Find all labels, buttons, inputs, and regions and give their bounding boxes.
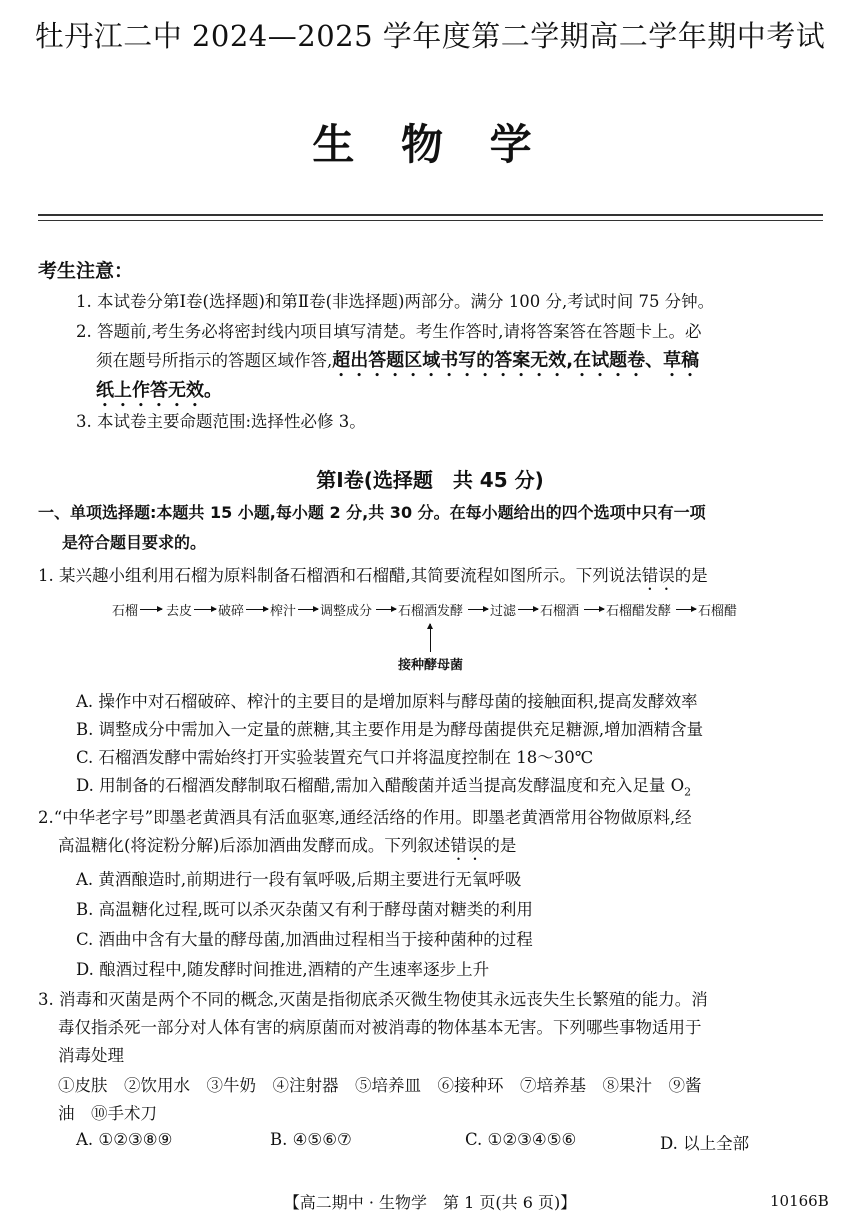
q2-stem-plain: 高温糖化(将淀粉分解)后添加酒曲发酵而成。下列叙述: [58, 836, 451, 855]
section-instructions-a: 一、单项选择题:本题共 15 小题,每小题 2 分,共 30 分。在每小题给出的四个选项中只有一项: [38, 503, 706, 522]
q1-option-c: C. 石榴酒发酵中需始终打开实验装置充气口并将温度控制在 18～30℃: [76, 748, 594, 767]
flow-arrow: [140, 609, 162, 610]
header-divider-thin: [38, 220, 823, 221]
flow-arrow: [468, 609, 488, 610]
q3-stem-b: 毒仅指杀死一部分对人体有害的病原菌而对被消毒的物体基本无害。下列哪些事物适用于: [58, 1018, 702, 1037]
q1-flow-diagram: [112, 600, 762, 680]
notice-item-2a: 2. 答题前,考生务必将密封线内项目填写清楚。考生作答时,请将答案答在答题卡上。必: [76, 322, 702, 341]
flow-arrow: [194, 609, 216, 610]
q1-option-a: A. 操作中对石榴破碎、榨汁的主要目的是增加原料与酵母菌的接触面积,提高发酵效率: [76, 692, 698, 711]
q1-option-d: [76, 772, 691, 798]
notice-item-2b-bold: 超出答题区域书写的答案无效,在试题卷、草稿: [332, 350, 700, 371]
flow-step: 调整成分: [320, 604, 373, 619]
flow-step: 去皮: [166, 604, 193, 619]
section-title: 第Ⅰ卷(选择题 共 45 分): [316, 468, 544, 492]
flow-input-arrow: [430, 624, 431, 652]
subject-title: 生 物 学: [312, 120, 548, 169]
q2-stem-emphasis: 错误: [450, 836, 484, 855]
flow-arrow: [676, 609, 696, 610]
flow-arrow: [246, 609, 268, 610]
q3-option-c: C. ①②③④⑤⑥: [465, 1130, 577, 1149]
notice-item-2c: 纸上作答无效。: [96, 380, 222, 401]
q3-stem-c: 消毒处理: [58, 1046, 124, 1065]
notice-heading: 考生注意：: [38, 260, 134, 282]
flow-arrow: [298, 609, 318, 610]
flow-step: 石榴醋: [698, 604, 738, 619]
q1-stem-emphasis: 错误: [641, 566, 675, 585]
flow-step: 破碎: [218, 604, 245, 619]
exam-title: 牡丹江二中 2024—2025 学年度第二学期高二学年期中考试: [34, 19, 826, 53]
section-instructions-b: 是符合题目要求的。: [62, 533, 207, 552]
q1-stem-end: 的是: [674, 566, 708, 585]
flow-arrow: [518, 609, 538, 610]
q2-stem-a: 2.“中华老字号”即墨老黄酒具有活血驱寒,通经活络的作用。即墨老黄酒常用谷物做原料,经: [38, 808, 692, 827]
q3-option-b: B. ④⑤⑥⑦: [270, 1130, 352, 1149]
flow-arrow: [376, 609, 396, 610]
q2-stem-b: [58, 832, 516, 864]
flow-arrow: [584, 609, 604, 610]
notice-item-2b-plain: 须在题号所指示的答题区域作答,: [96, 351, 333, 370]
notice-item-3: 3. 本试卷主要命题范围:选择性必修 3。: [76, 412, 366, 431]
q3-option-a: A. ①②③⑧⑨: [76, 1130, 173, 1149]
flow-step: 过滤: [490, 604, 517, 619]
header-divider: [38, 214, 823, 216]
q1-option-d-text: D. 用制备的石榴酒发酵制取石榴醋,需加入醋酸菌并适当提高发酵温度和充入足量 O: [76, 776, 685, 795]
q3-stem-a: 3. 消毒和灭菌是两个不同的概念,灭菌是指彻底杀灭微生物使其永远丧失生长繁殖的能力。消: [38, 990, 708, 1009]
flow-step: 榨汁: [270, 604, 297, 619]
q2-option-d: D. 酿酒过程中,随发酵时间推进,酒精的产生速率逐步上升: [76, 960, 490, 979]
flow-step: 石榴酒发酵: [398, 604, 464, 619]
notice-item-1: 1. 本试卷分第Ⅰ卷(选择题)和第Ⅱ卷(非选择题)两部分。满分 100 分,考试时间 75 分钟。: [76, 292, 715, 311]
q3-option-d: D. 以上全部: [660, 1134, 750, 1153]
q1-stem-plain: 1. 某兴趣小组利用石榴为原料制备石榴酒和石榴醋,其简要流程如图所示。下列说法: [38, 566, 642, 585]
q1-option-d-subscript: 2: [684, 785, 692, 799]
q3-items-a: ①皮肤 ②饮用水 ③牛奶 ④注射器 ⑤培养皿 ⑥接种环 ⑦培养基 ⑧果汁 ⑨酱: [58, 1076, 702, 1095]
flow-step: 石榴: [112, 604, 139, 619]
page-footer: 【高二期中 · 生物学 第 1 页(共 6 页)】: [283, 1193, 577, 1212]
flow-step: 石榴醋发酵: [606, 604, 672, 619]
q3-items-b: 油 ⑩手术刀: [58, 1104, 157, 1123]
q2-option-a: A. 黄酒酿造时,前期进行一段有氧呼吸,后期主要进行无氧呼吸: [76, 870, 522, 889]
q2-option-c: C. 酒曲中含有大量的酵母菌,加酒曲过程相当于接种菌种的过程: [76, 930, 533, 949]
paper-code: 10166B: [770, 1192, 829, 1210]
q2-stem-end: 的是: [483, 836, 517, 855]
q2-option-b: B. 高温糖化过程,既可以杀灭杂菌又有利于酵母菌对糖类的利用: [76, 900, 533, 919]
q1-option-b: B. 调整成分中需加入一定量的蔗糖,其主要作用是为酵母菌提供充足糖源,增加酒精含量: [76, 720, 704, 739]
q1-stem: [38, 562, 708, 594]
flow-input-label: 接种酵母菌: [398, 658, 464, 673]
flow-step: 石榴酒: [540, 604, 580, 619]
